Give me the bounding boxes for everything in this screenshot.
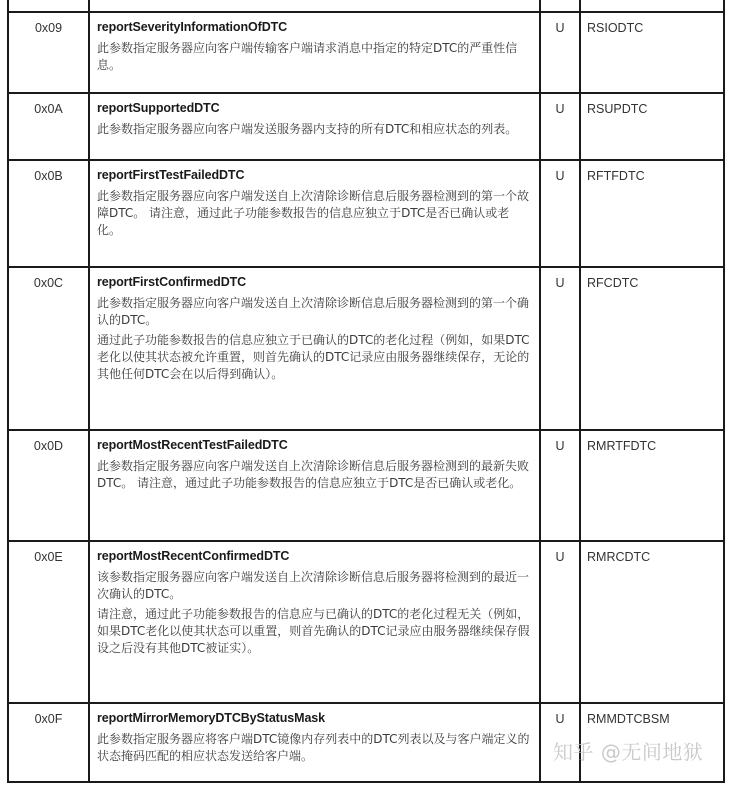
subfunction-name: reportSupportedDTC — [97, 101, 220, 115]
convention-mode: U — [555, 550, 565, 564]
subfunction-value: 0x0A — [34, 102, 63, 116]
subfunction-name: reportFirstConfirmedDTC — [97, 275, 247, 289]
subfunction-description: 该参数指定服务器应向客户端发送自上次清除诊断信息后服务器将检测到的最近一次确认的DTC。 — [97, 570, 530, 601]
subfunction-table — [7, 0, 725, 783]
subfunction-description-note: 请注意，通过此子功能参数报告的信息应与已确认的DTC的老化过程无关（例如，如果DTC老化以使其状态可以重置，则首先确认的DTC记录应由服务器继续保存假设之后没有其他DTC被证实）。 — [97, 607, 530, 655]
convention-mode: U — [555, 439, 565, 453]
convention-mode: U — [555, 102, 565, 116]
subfunction-description: 此参数指定服务器应将客户端DTC镜像内存列表中的DTC列表以及与客户端定义的状态掩码匹配的相应状态发送给客户端。 — [97, 732, 530, 763]
table-row — [7, 13, 725, 94]
subfunction-value: 0x0E — [34, 550, 63, 564]
mnemonic: RMRTFDTC — [587, 439, 657, 453]
table-row-previous-partial — [7, 0, 725, 13]
subfunction-value: 0x0C — [33, 276, 64, 290]
convention-mode: U — [555, 712, 565, 726]
mnemonic: RMRCDTC — [587, 550, 651, 564]
subfunction-description: 此参数指定服务器应向客户端发送自上次清除诊断信息后服务器检测到的第一个故障DTC。 请注意，通过此子功能参数报告的信息应独立于DTC是否已确认或老化。 — [97, 189, 530, 237]
table-row — [7, 704, 725, 783]
subfunction-description: 此参数指定服务器应向客户端发送自上次清除诊断信息后服务器检测到的最新失败DTC。 请注意，通过此子功能参数报告的信息应独立于DTC是否已确认或老化。 — [97, 459, 530, 490]
mnemonic: RFTFDTC — [587, 169, 645, 183]
mnemonic: RSUPDTC — [587, 102, 648, 116]
subfunction-name: reportFirstTestFailedDTC — [97, 168, 245, 182]
convention-mode: U — [555, 21, 565, 35]
watermark: 知乎 @无间地狱 — [553, 740, 704, 764]
table-row — [7, 431, 725, 542]
subfunction-name: reportSeverityInformationOfDTC — [97, 20, 288, 34]
table-row — [7, 161, 725, 268]
subfunction-name: reportMostRecentConfirmedDTC — [97, 549, 290, 563]
convention-mode: U — [555, 169, 565, 183]
subfunction-description: 此参数指定服务器应向客户端发送自上次清除诊断信息后服务器检测到的第一个确认的DTC。 — [97, 296, 530, 327]
subfunction-value: 0x0B — [34, 169, 63, 183]
subfunction-value: 0x09 — [34, 21, 63, 35]
subfunction-description: 此参数指定服务器应向客户端发送服务器内支持的所有DTC和相应状态的列表。 — [97, 122, 518, 136]
convention-mode: U — [555, 276, 565, 290]
table-row — [7, 94, 725, 161]
table-row — [7, 268, 725, 431]
subfunction-description-note: 通过此子功能参数报告的信息应独立于已确认的DTC的老化过程（例如，如果DTC老化以使其状态被允许重置，则首先确认的DTC记录应由服务器继续保存，无论的其他任何DTC会在以后得到确认）。 — [97, 333, 530, 381]
subfunction-value: 0x0F — [34, 712, 63, 726]
mnemonic: RFCDTC — [587, 276, 639, 290]
subfunction-description: 此参数指定服务器应向客户端传输客户端请求消息中指定的特定DTC的严重性信息。 — [97, 41, 518, 72]
subfunction-value: 0x0D — [33, 439, 64, 453]
subfunction-name: reportMirrorMemoryDTCByStatusMask — [97, 711, 325, 725]
subfunction-name: reportMostRecentTestFailedDTC — [97, 438, 288, 452]
mnemonic: RSIODTC — [587, 21, 644, 35]
mnemonic: RMMDTCBSM — [587, 712, 670, 726]
table-row — [7, 542, 725, 704]
